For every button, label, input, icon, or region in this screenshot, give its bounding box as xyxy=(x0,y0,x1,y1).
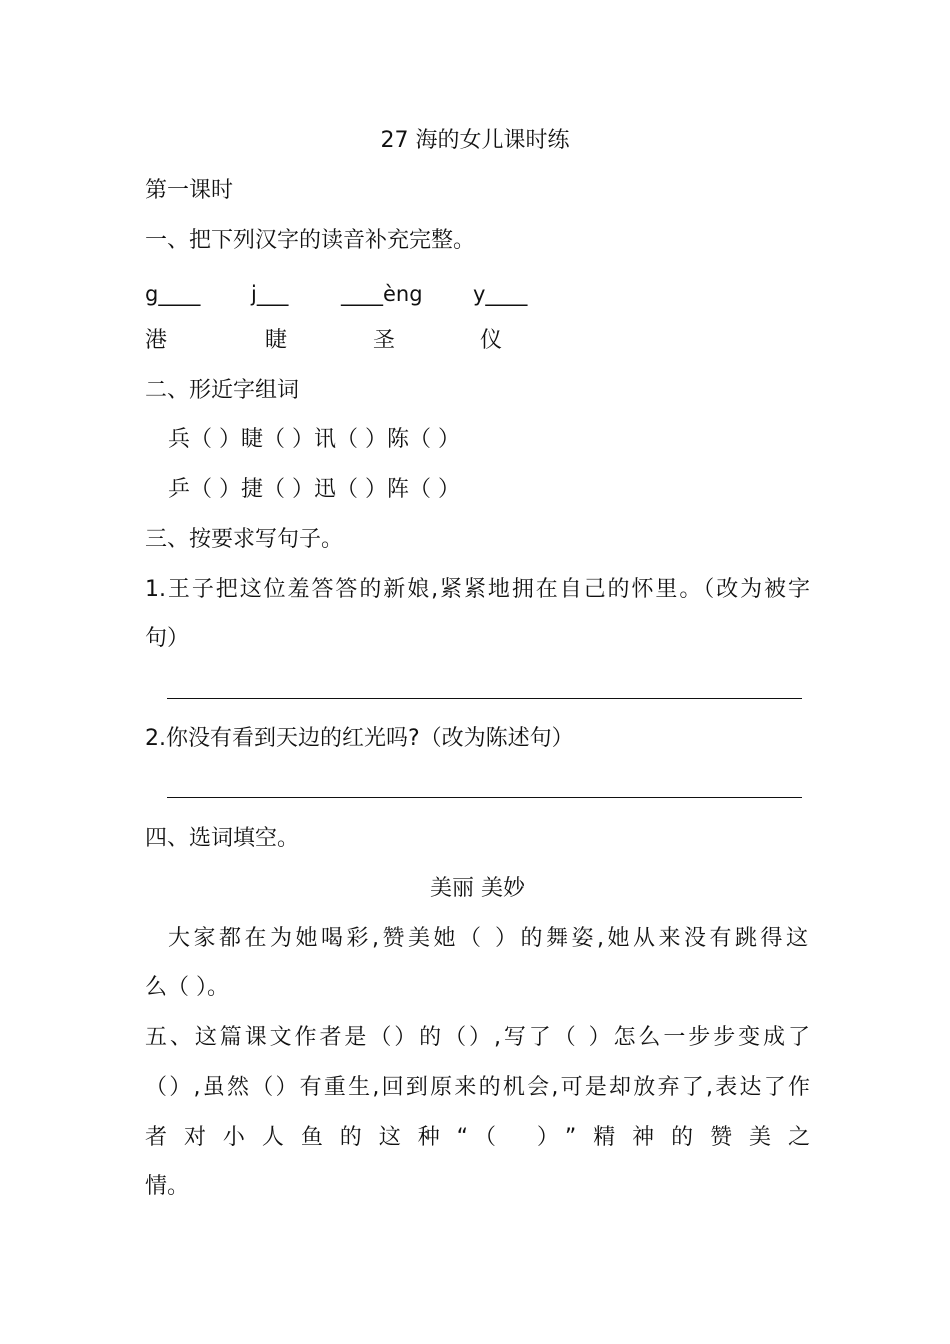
q3-heading: 三、按要求写句子。 xyxy=(145,527,344,552)
q2-row-2[interactable]: 乒（ ）捷（ ）迅（ ）阵（ ） xyxy=(168,477,460,502)
q4-heading: 四、选词填空。 xyxy=(145,826,300,851)
q1-heading: 一、把下列汉字的读音补充完整。 xyxy=(145,228,476,253)
q3-sentence-1: 1.王子把这位羞答答的新娘,紧紧地拥在自己的怀里。（改为被字 xyxy=(145,577,810,602)
character-2: 睫 xyxy=(265,328,288,353)
character-3: 圣 xyxy=(373,328,396,353)
lesson-label: 第一课时 xyxy=(145,178,234,203)
pinyin-blank-3[interactable]: ____èng xyxy=(341,282,423,306)
q5-line-3[interactable]: 者对小人鱼的这种“（ ）”精神的赞美之 xyxy=(145,1125,810,1150)
character-1: 港 xyxy=(145,328,168,353)
pinyin-blank-1[interactable]: g____ xyxy=(145,282,201,306)
q5-line-2[interactable]: （）,虽然（）有重生,回到原来的机会,可是却放弃了,表达了作 xyxy=(145,1075,810,1100)
pinyin-blank-4[interactable]: y____ xyxy=(473,282,528,306)
q2-row-1[interactable]: 兵（ ）睫（ ）讯（ ）陈（ ） xyxy=(168,427,460,452)
answer-line-2[interactable] xyxy=(167,797,802,798)
answer-line-1[interactable] xyxy=(167,698,802,699)
q4-passage-line-2[interactable]: 么（ ）。 xyxy=(145,975,229,1000)
character-4: 仪 xyxy=(480,328,503,353)
q4-passage-line-1[interactable]: 大家都在为她喝彩,赞美她（ ）的舞姿,她从来没有跳得这 xyxy=(168,926,808,951)
q5-line-1[interactable]: 五、这篇课文作者是（）的（）,写了（ ）怎么一步步变成了 xyxy=(145,1025,810,1050)
q3-sentence-2: 2.你没有看到天边的红光吗?（改为陈述句） xyxy=(145,726,574,751)
q3-sentence-1-cont: 句） xyxy=(145,626,190,651)
q2-heading: 二、形近字组词 xyxy=(145,378,300,403)
pinyin-blank-2[interactable]: j___ xyxy=(251,282,289,306)
q4-word-choices: 美丽 美妙 xyxy=(430,876,525,901)
q5-line-4: 情。 xyxy=(145,1174,190,1199)
worksheet-title: 27 海的女儿课时练 xyxy=(380,128,570,153)
